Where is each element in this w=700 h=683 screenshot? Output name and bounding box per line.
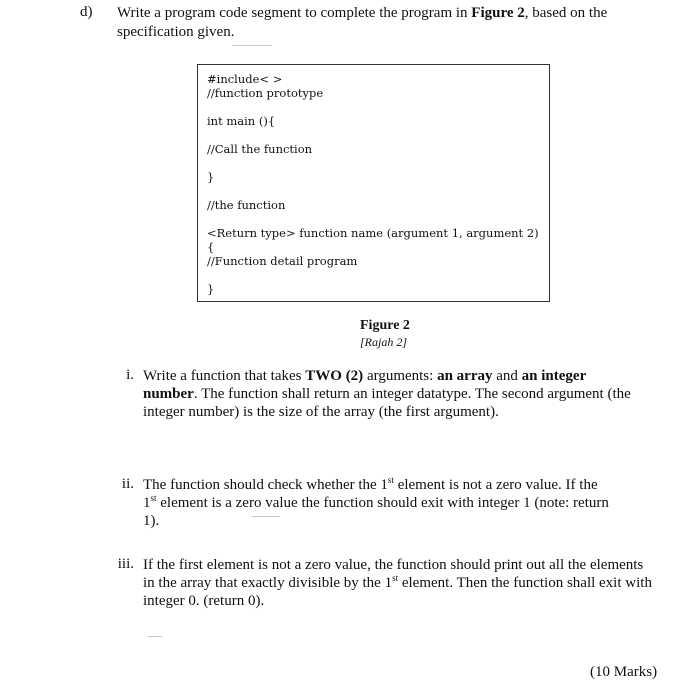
code-line: <Return type> function name (argument 1, argument 2) [207,226,539,240]
item-text-part: and [492,368,522,384]
item-text-bold: an integer number [143,368,586,402]
item-text-part: . The function shall return an integer datatype. The second argument (the integer number) is the size of the array (the first argument). [143,386,631,420]
code-line: } [207,282,215,296]
code-line: //the function [207,198,286,212]
item-text-part: If the first element is not a zero value, the function should print out all the elements in the array that exactly divisible by the 1 [143,557,644,591]
code-line: #include< > [207,72,283,86]
item-text-superscript: st [392,573,399,583]
item-text-part: The function should check whether the 1 [143,477,388,493]
code-line: //Call the function [207,142,313,156]
scan-smudge [252,516,280,517]
question-intro-figure-ref: Figure 2 [471,5,525,21]
item-text-superscript: st [387,475,394,485]
code-line: int main (){ [207,114,276,128]
item-text [143,367,643,421]
item-text-bold: TWO (2) [305,368,364,384]
item-text-bold: an array [437,368,493,384]
code-line: } [207,170,215,184]
item-text-part: Write a function that takes [143,368,306,384]
code-line: //Function detail program [207,254,358,268]
item-number: iii. [117,556,134,572]
marks-label: (10 Marks) [590,664,658,680]
item-text-part: element is a zero value the function should exit with integer 1 (note: return 1). [143,495,609,529]
code-figure-box [197,64,550,302]
figure-title: Figure 2 [360,318,410,333]
question-label: d) [80,4,93,20]
item-text-part: arguments: [363,368,438,384]
item-text-part: element. Then the function shall exit with integer 0. (return 0). [143,575,652,609]
item-text-part: element is not a zero value. If the 1 [143,477,598,511]
code-line: //function prototype [207,86,324,100]
item-number: ii. [121,476,134,492]
question-intro [117,4,657,42]
item-text-superscript: st [150,493,157,503]
item-text [143,556,653,610]
scan-smudge [232,45,272,46]
item-number: i. [126,367,134,383]
scan-smudge [148,636,162,637]
figure-subtitle: [Rajah 2] [360,335,408,349]
code-line: { [207,240,215,254]
item-text [143,476,613,530]
question-intro-text-end: , based on the specification given. [117,5,608,40]
question-intro-text: Write a program code segment to complete the program in [117,5,472,21]
